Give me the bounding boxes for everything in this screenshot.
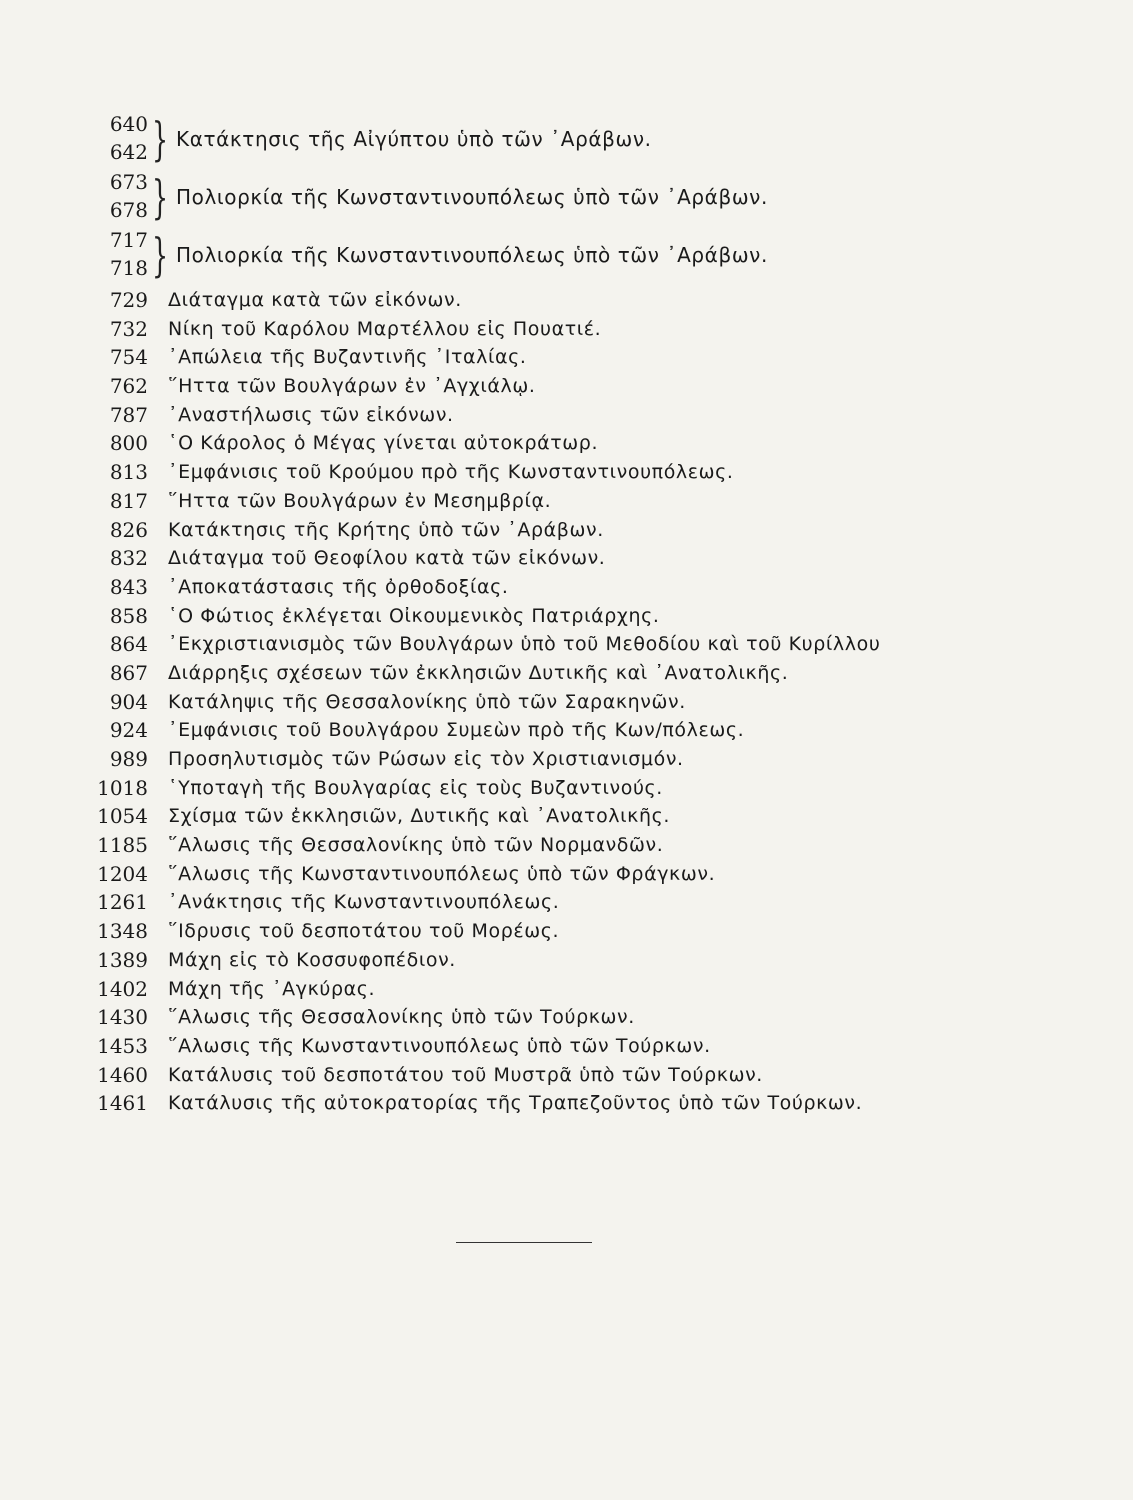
event-text: ῞Ηττα τῶν Βουλγάρων ἐν Μεσημβρίᾳ.: [168, 489, 552, 512]
year: 1430: [97, 1005, 148, 1030]
year: 754: [109, 345, 148, 370]
year: 858: [109, 603, 148, 628]
year-entry: [80, 516, 1040, 545]
event-text: Πολιορκία τῆς Κωνσταντινουπόλεως ὑπὸ τῶν ᾿Αράβων.: [176, 185, 768, 209]
year: 832: [109, 546, 148, 571]
year-start: 673: [109, 170, 148, 194]
year-end: 678: [109, 198, 148, 222]
year: 1204: [97, 861, 148, 886]
year: 762: [109, 374, 148, 399]
year: 843: [109, 574, 148, 599]
year-entry: [80, 458, 1040, 487]
event-text: Προσηλυτισμὸς τῶν Ρώσων εἰς τὸν Χριστιανισμόν.: [168, 748, 684, 770]
event-text: Διάρρηξις σχέσεων τῶν ἐκκλησιῶν Δυτικῆς καὶ ᾿Ανατολικῆς.: [168, 661, 789, 684]
event-text: ῞Αλωσις τῆς Κωνσταντινουπόλεως ὑπὸ τῶν Φράγκων.: [168, 862, 716, 885]
year: 1389: [97, 947, 148, 972]
year-end: 718: [109, 256, 148, 280]
year: 1185: [97, 833, 148, 858]
year-entry: [80, 343, 1040, 372]
event-text: ῾Ο Κάρολος ὁ Μέγας γίνεται αὐτοκράτωρ.: [168, 432, 599, 455]
event-text: Διάταγμα τοῦ Θεοφίλου κατὰ τῶν εἰκόνων.: [168, 547, 606, 570]
year: 989: [109, 747, 148, 771]
brace-icon: }: [152, 170, 169, 224]
chronology-list: [80, 112, 1040, 1118]
range-entry: [80, 228, 1040, 284]
event-text: ᾿Αποκατάστασις τῆς ὀρθοδοξίας.: [168, 575, 509, 598]
year: 1348: [97, 919, 148, 944]
year-entry: [80, 602, 1040, 631]
year-entry: [80, 860, 1040, 889]
event-text: ᾿Εκχριστιανισμὸς τῶν Βουλγάρων ὑπὸ τοῦ Μεθοδίου καὶ τοῦ Κυρίλλου: [168, 633, 881, 656]
year: 826: [109, 517, 148, 542]
event-text: Σχίσμα τῶν ἐκκλησιῶν, Δυτικῆς καὶ ᾿Ανατολικῆς.: [168, 805, 671, 828]
year-entry: [80, 659, 1040, 688]
event-text: ᾿Εμφάνισις τοῦ Κρούμου πρὸ τῆς Κωνσταντινουπόλεως.: [168, 461, 734, 484]
year-entry: [80, 1032, 1040, 1061]
year-entry: [80, 917, 1040, 946]
year-start: 640: [109, 112, 148, 136]
event-text: Κατάλυσις τῆς αὐτοκρατορίας τῆς Τραπεζοῦντος ὑπὸ τῶν Τούρκων.: [168, 1092, 863, 1115]
event-text: Πολιορκία τῆς Κωνσταντινουπόλεως ὑπὸ τῶν ᾿Αράβων.: [176, 243, 768, 267]
year-entry: [80, 429, 1040, 458]
year: 1054: [97, 804, 148, 829]
year-entry: [80, 975, 1040, 1004]
year: 1402: [97, 976, 148, 1001]
event-text: ῞Ηττα τῶν Βουλγάρων ἐν ᾿Αγχιάλῳ.: [168, 375, 536, 398]
event-text: ῞Αλωσις τῆς Θεσσαλονίκης ὑπὸ τῶν Τούρκων.: [168, 1006, 635, 1029]
year-entry: [80, 946, 1040, 975]
event-text: Μάχη τῆς ᾿Αγκύρας.: [168, 977, 376, 1000]
range-entry: [80, 112, 1040, 168]
event-text: Κατάλυσις τοῦ δεσποτάτου τοῦ Μυστρᾶ ὑπὸ τῶν Τούρκων.: [168, 1063, 763, 1086]
brace-icon: }: [152, 228, 169, 282]
year-entry: [80, 802, 1040, 831]
year: 864: [109, 632, 148, 657]
year-entries: [80, 286, 1040, 1118]
year: 732: [109, 316, 148, 341]
year: 1461: [97, 1091, 148, 1116]
year: 1018: [97, 775, 148, 800]
year: 729: [109, 288, 148, 312]
year-entry: [80, 831, 1040, 860]
event-text: Κατάληψις τῆς Θεσσαλονίκης ὑπὸ τῶν Σαρακηνῶν.: [168, 690, 686, 713]
year: 1460: [97, 1062, 148, 1087]
year-entry: [80, 1089, 1040, 1118]
event-text: ῞Αλωσις τῆς Θεσσαλονίκης ὑπὸ τῶν Νορμανδῶν.: [168, 834, 664, 857]
year-entry: [80, 1061, 1040, 1090]
year: 1453: [97, 1033, 148, 1058]
year-entry: [80, 372, 1040, 401]
year-end: 642: [109, 140, 148, 164]
event-text: ᾿Αναστήλωσις τῶν εἰκόνων.: [168, 403, 454, 426]
event-text: ᾿Ανάκτησις τῆς Κωνσταντινουπόλεως.: [168, 891, 560, 914]
year-entry: [80, 544, 1040, 573]
event-text: ῞Ιδρυσις τοῦ δεσποτάτου τοῦ Μορέως.: [168, 920, 560, 943]
event-text: Κατάκτησις τῆς Αἰγύπτου ὑπὸ τῶν ᾿Αράβων.: [176, 127, 652, 151]
year-entry: [80, 315, 1040, 344]
year: 787: [109, 402, 148, 427]
year-entry: [80, 1003, 1040, 1032]
event-text: Κατάκτησις τῆς Κρήτης ὑπὸ τῶν ᾿Αράβων.: [168, 518, 604, 541]
event-text: ῾Υποταγὴ τῆς Βουλγαρίας εἰς τοὺς Βυζαντινούς.: [168, 776, 663, 799]
range-entry: [80, 170, 1040, 226]
year-entry: [80, 573, 1040, 602]
year: 817: [109, 488, 148, 513]
event-text: Μάχη εἰς τὸ Κοσσυφοπέδιον.: [168, 948, 456, 971]
event-text: ᾿Εμφάνισις τοῦ Βουλγάρου Συμεὼν πρὸ τῆς Κων/πόλεως.: [168, 719, 745, 742]
year: 867: [109, 660, 148, 685]
event-text: ῞Αλωσις τῆς Κωνσταντινουπόλεως ὑπὸ τῶν Τούρκων.: [168, 1034, 711, 1057]
end-divider: [456, 1242, 592, 1243]
brace-icon: }: [152, 112, 169, 166]
year-start: 717: [109, 228, 148, 252]
event-text: Διάταγμα κατὰ τῶν εἰκόνων.: [168, 289, 462, 311]
year-entry: [80, 487, 1040, 516]
year: 904: [109, 689, 148, 714]
year: 1261: [97, 890, 148, 915]
year-entry: [80, 286, 1040, 315]
year: 924: [109, 718, 148, 743]
year-entry: [80, 745, 1040, 774]
year-entry: [80, 716, 1040, 745]
year: 813: [109, 460, 148, 485]
year-entry: [80, 401, 1040, 430]
event-text: ῾Ο Φώτιος ἐκλέγεται Οἰκουμενικὸς Πατριάρχης.: [168, 604, 660, 627]
event-text: ᾿Απώλεια τῆς Βυζαντινῆς ᾿Ιταλίας.: [168, 346, 527, 369]
year: 800: [109, 431, 148, 456]
year-entry: [80, 888, 1040, 917]
year-entry: [80, 688, 1040, 717]
year-entry: [80, 630, 1040, 659]
year-entry: [80, 774, 1040, 803]
event-text: Νίκη τοῦ Καρόλου Μαρτέλλου εἰς Πουατιέ.: [168, 317, 602, 340]
